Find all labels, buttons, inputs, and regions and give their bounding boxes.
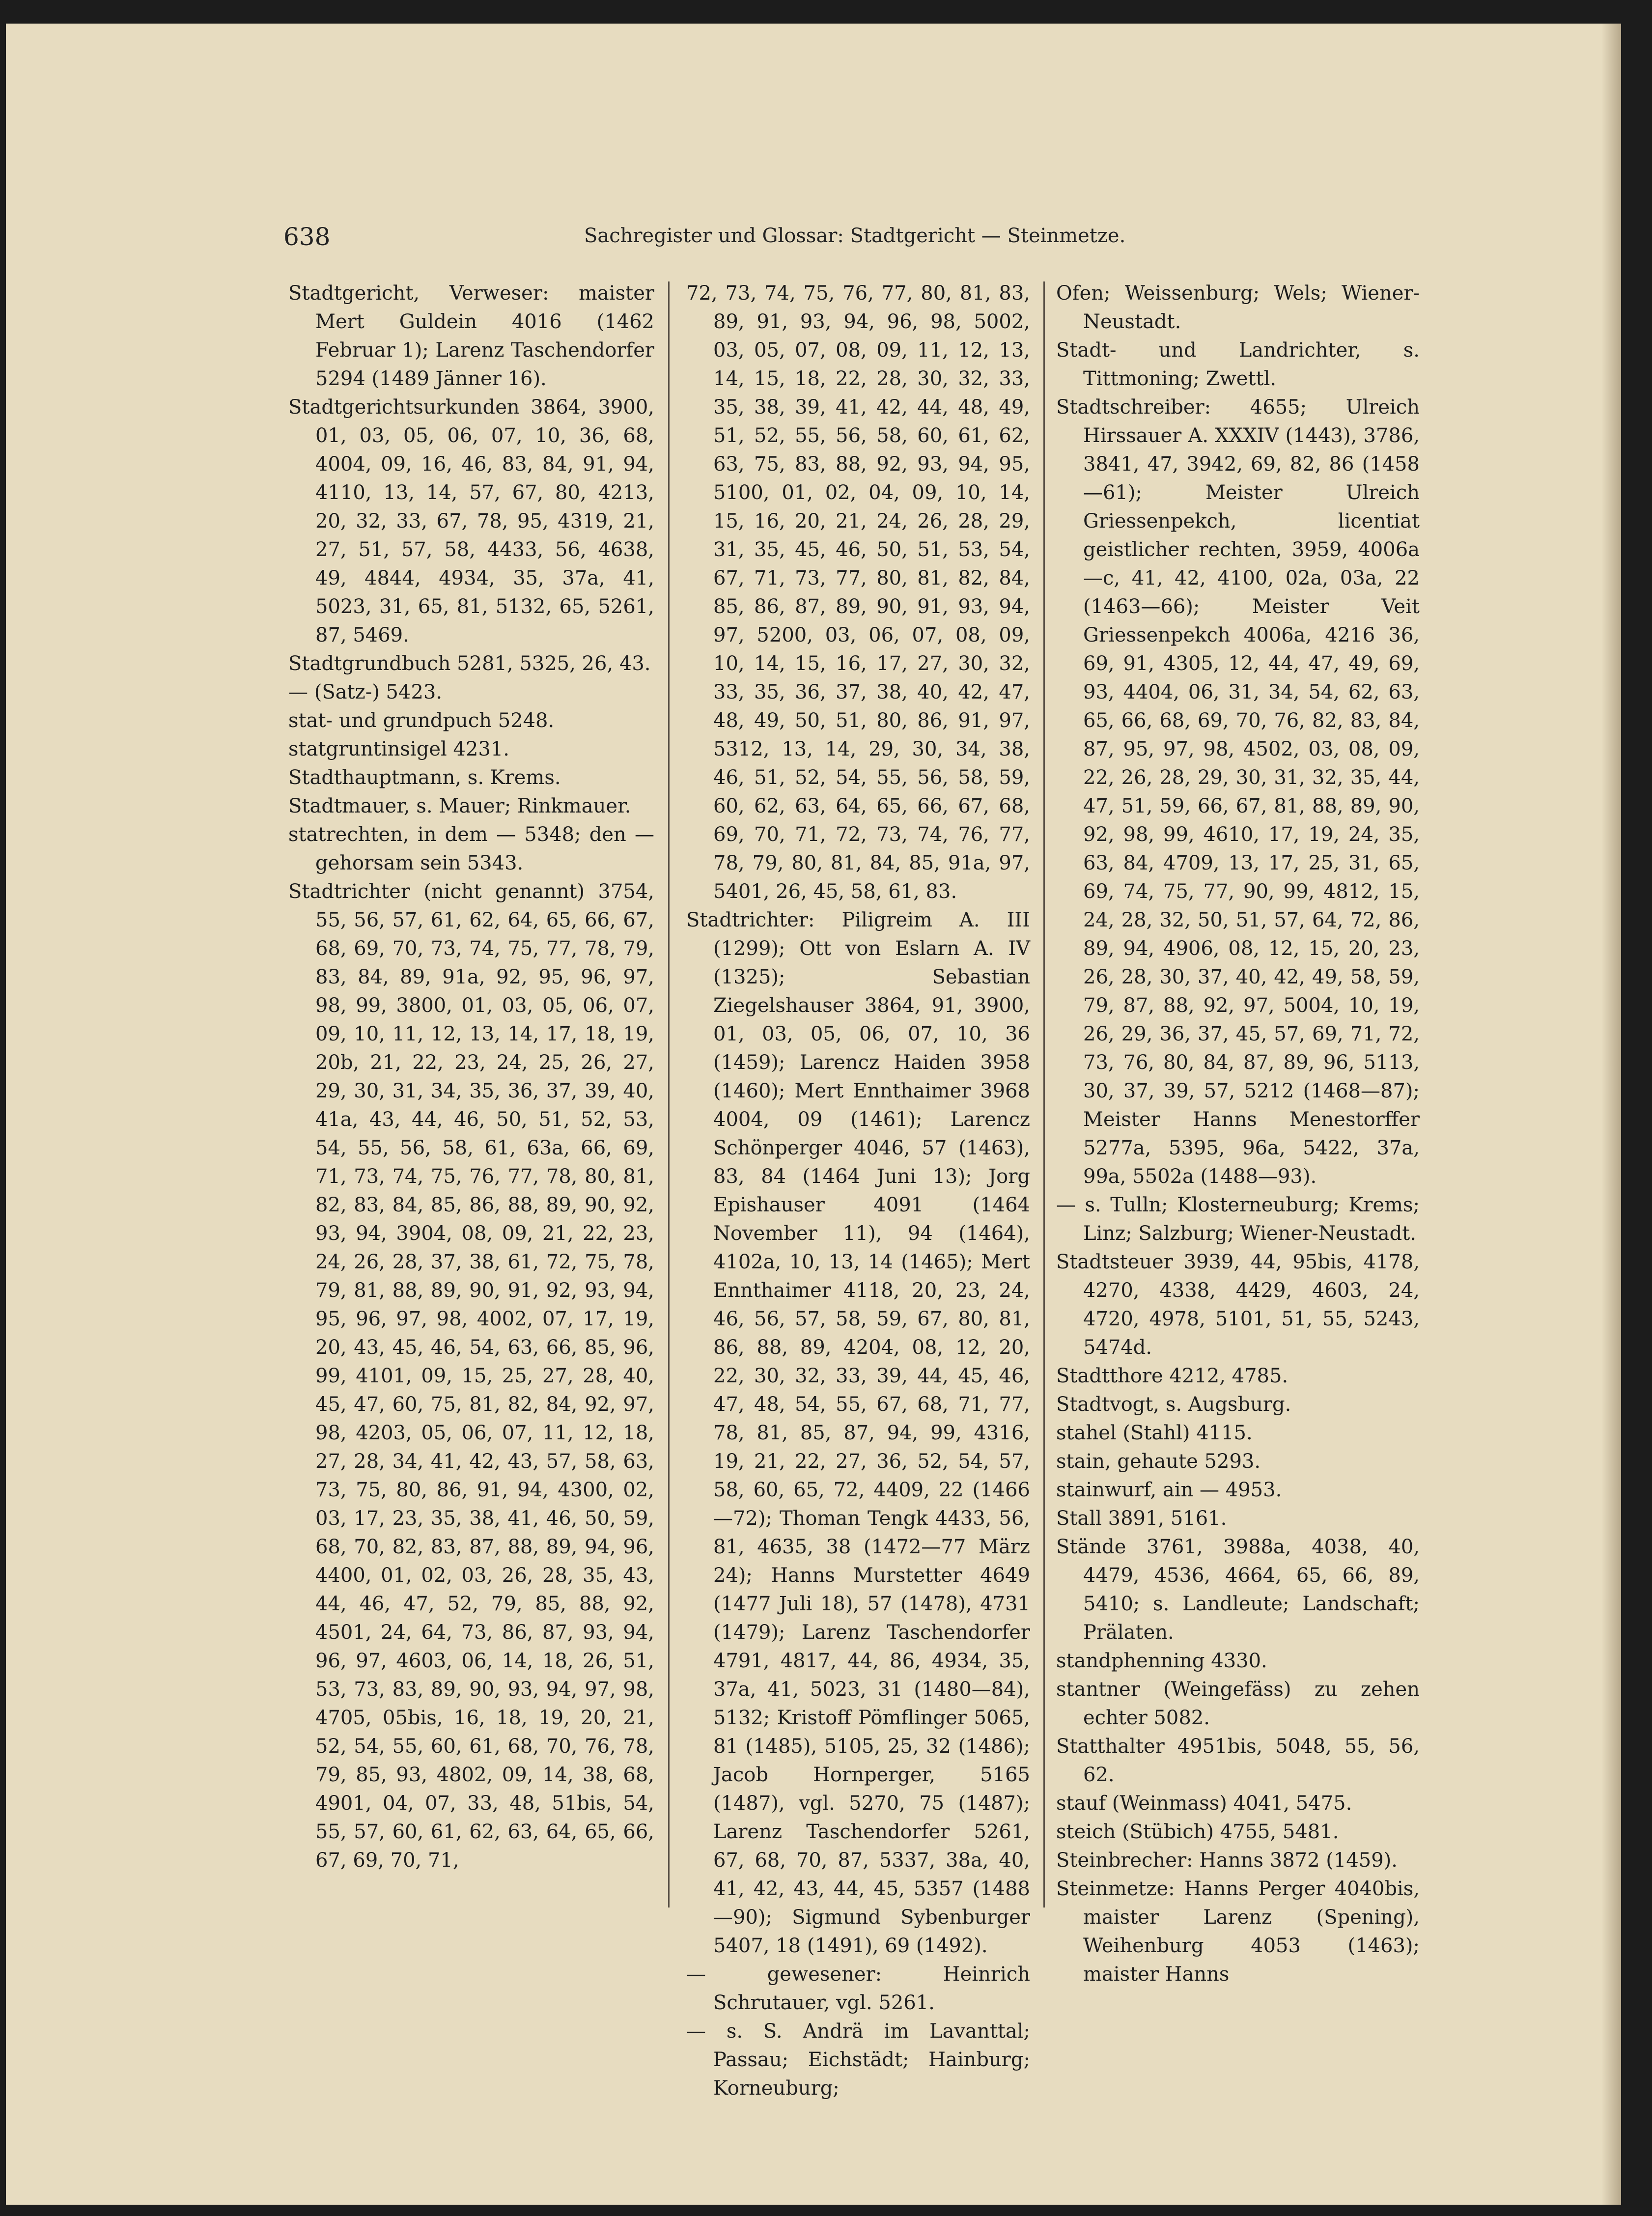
index-entry: — (Satz-) 5423.: [288, 681, 443, 703]
index-entry: — gewesener: Heinrich Schrutauer, vgl. 5261.: [686, 1963, 1030, 2014]
index-entry: Stall 3891, 5161.: [1056, 1507, 1227, 1530]
column-divider: [668, 281, 670, 1907]
index-entry: Statthalter 4951bis, 5048, 55, 56, 62.: [1056, 1735, 1420, 1786]
index-entry: Stadtgerichtsurkunden 3864, 3900, 01, 03, 05, 06, 07, 10, 36, 68, 4004, 09, 16, 46, 83, 84, 91, 94, 4110, 13, 14, 57, 67, 80, 4213, 20, 32, 33, 67, 78, 95, 4319, 21, 27, 51, 57, 58, 4433, 56, 4638, 49, 4844, 4934, 35, 37a, 41, 5023, 31, 65, 81, 5132, 65, 5261, 87, 5469.: [288, 396, 654, 646]
running-head: Sachregister und Glossar: Stadtgericht — Steinmetze.: [584, 224, 1126, 247]
index-entry: Ofen; Weissenburg; Wels; Wiener-Neustadt.: [1056, 282, 1420, 333]
index-entry: Stadtrichter: Piligreim A. III (1299); Ott von Eslarn A. IV (1325); Sebastian Ziegelshauser 3864, 91, 3900, 01, 03, 05, 06, 07, 10, 36 (1459); Larencz Haiden 3958 (1460); Mert Ennthaimer 3968 4004, 09 (1461); Larencz Schönperger 4046, 57 (1463), 83, 84 (1464 Juni 13); Jorg Epishauser 4091 (1464 November 11), 94 (1464), 4102a, 10, 13, 14 (1465); Mert Ennthaimer 4118, 20, 23, 24, 46, 56, 57, 58, 59, 67, 80, 81, 86, 88, 89, 4204, 08, 12, 20, 22, 30, 32, 33, 39, 44, 45, 46, 47, 48, 54, 55, 67, 68, 71, 77, 78, 81, 85, 87, 94, 99, 4316, 19, 21, 22, 27, 36, 52, 54, 57, 58, 60, 65, 72, 4409, 22 (1466 —72); Thoman Tengk 4433, 56, 81, 4635, 38 (1472—77 März 24); Hanns Murstetter 4649 (1477 Juli 18), 57 (1478), 4731 (1479); Larenz Taschendorfer 4791, 4817, 44, 86, 4934, 35, 37a, 41, 5023, 31 (1480—84), 5132; Kristoff Pömflinger 5065, 81 (1485), 5105, 25, 32 (1486); Jacob Hornperger, 5165 (1487), vgl. 5270, 75 (1487); Larenz Taschendorfer 5261, 67, 68, 70, 87, 5337, 38a, 40, 41, 42, 43, 44, 45, 5357 (1488—90); Sigmund Sybenburger 5407, 18 (1491), 69 (1492).: [686, 909, 1030, 1957]
index-entry: standphenning 4330.: [1056, 1650, 1267, 1672]
index-column-2: [686, 279, 1030, 2103]
index-entry: statgruntinsigel 4231.: [288, 738, 510, 760]
page-header: [283, 223, 1126, 252]
index-entry: steich (Stübich) 4755, 5481.: [1056, 1821, 1339, 1843]
index-entry: Steinmetze: Hanns Perger 4040bis, maister Larenz (Spening), Weihenburg 4053 (1463); maister Hanns: [1056, 1878, 1420, 1986]
book-page: [6, 24, 1621, 2205]
index-entry: stat- und grundpuch 5248.: [288, 709, 555, 732]
index-entry: — s. S. Andrä im Lavanttal; Passau; Eichstädt; Hainburg; Korneuburg;: [686, 2020, 1030, 2100]
index-entry: Stadtrichter (nicht genannt) 3754, 55, 56, 57, 61, 62, 64, 65, 66, 67, 68, 69, 70, 73, 74, 75, 77, 78, 79, 83, 84, 89, 91a, 92, 95, 96, 97, 98, 99, 3800, 01, 03, 05, 06, 07, 09, 10, 11, 12, 13, 14, 17, 18, 19, 20b, 21, 22, 23, 24, 25, 26, 27, 29, 30, 31, 34, 35, 36, 37, 39, 40, 41a, 43, 44, 46, 50, 51, 52, 53, 54, 55, 56, 58, 61, 63a, 66, 69, 71, 73, 74, 75, 76, 77, 78, 80, 81, 82, 83, 84, 85, 86, 88, 89, 90, 92, 93, 94, 3904, 08, 09, 21, 22, 23, 24, 26, 28, 37, 38, 61, 72, 75, 78, 79, 81, 88, 89, 90, 91, 92, 93, 94, 95, 96, 97, 98, 4002, 07, 17, 19, 20, 43, 45, 46, 54, 63, 66, 85, 96, 99, 4101, 09, 15, 25, 27, 28, 40, 45, 47, 60, 75, 81, 82, 84, 92, 97, 98, 4203, 05, 06, 07, 11, 12, 18, 27, 28, 34, 41, 42, 43, 57, 58, 63, 73, 75, 80, 86, 91, 94, 4300, 02, 03, 17, 23, 35, 38, 41, 46, 50, 59, 68, 70, 82, 83, 87, 88, 89, 94, 96, 4400, 01, 02, 03, 26, 28, 35, 43, 44, 46, 47, 52, 79, 85, 88, 92, 4501, 24, 64, 73, 86, 87, 93, 94, 96, 97, 4603, 06, 14, 18, 26, 51, 53, 73, 83, 89, 90, 93, 94, 97, 98, 4705, 05bis, 16, 18, 19, 20, 21, 52, 54, 55, 60, 61, 68, 70, 76, 78, 79, 85, 93, 4802, 09, 14, 38, 68, 4901, 04, 07, 33, 48, 51bis, 54, 55, 57, 60, 61, 62, 63, 64, 65, 66, 67, 69, 70, 71,: [288, 880, 654, 1872]
column-divider: [1043, 281, 1045, 1907]
index-entry: Stadt- und Landrichter, s. Tittmoning; Zwettl.: [1056, 339, 1420, 390]
index-entry: Stadtgericht, Verweser: maister Mert Guldein 4016 (1462 Februar 1); Larenz Taschendorfer 5294 (1489 Jänner 16).: [288, 282, 654, 390]
binding-shadow: [1601, 24, 1621, 2205]
index-entry: Stadtsteuer 3939, 44, 95bis, 4178, 4270, 4338, 4429, 4603, 24, 4720, 4978, 5101, 51, 55, 5243, 5474d.: [1056, 1251, 1420, 1359]
index-entry: Stadtmauer, s. Mauer; Rinkmauer.: [288, 795, 631, 817]
page-number: 638: [283, 223, 331, 251]
index-entry: Stadtthore 4212, 4785.: [1056, 1365, 1288, 1387]
index-column-1: [288, 279, 654, 1875]
index-entry: stahel (Stahl) 4115.: [1056, 1422, 1253, 1444]
index-entry: Stadtschreiber: 4655; Ulreich Hirssauer A. XXXIV (1443), 3786, 3841, 47, 3942, 69, 82, 86 (1458 —61); Meister Ulreich Griessenpekch, licentiat geistlicher rechten, 3959, 4006a—c, 41, 42, 4100, 02a, 03a, 22 (1463—66); Meister Veit Griessenpekch 4006a, 4216 36, 69, 91, 4305, 12, 44, 47, 49, 69, 93, 4404, 06, 31, 34, 54, 62, 63, 65, 66, 68, 69, 70, 76, 82, 83, 84, 87, 95, 97, 98, 4502, 03, 08, 09, 22, 26, 28, 29, 30, 31, 32, 35, 44, 47, 51, 59, 66, 67, 81, 88, 89, 90, 92, 98, 99, 4610, 17, 19, 24, 35, 63, 84, 4709, 13, 17, 25, 31, 65, 69, 74, 75, 77, 90, 99, 4812, 15, 24, 28, 32, 50, 51, 57, 64, 72, 86, 89, 94, 4906, 08, 12, 15, 20, 23, 26, 28, 30, 37, 40, 42, 49, 58, 59, 79, 87, 88, 92, 97, 5004, 10, 19, 26, 29, 36, 37, 45, 57, 69, 71, 72, 73, 76, 80, 84, 87, 89, 96, 5113, 30, 37, 39, 57, 5212 (1468—87); Meister Hanns Menestorffer 5277a, 5395, 96a, 5422, 37a, 99a, 5502a (1488—93).: [1056, 396, 1420, 1188]
index-entry: Stadtvogt, s. Augsburg.: [1056, 1393, 1291, 1416]
index-entry: — s. Tulln; Klosterneuburg; Krems; Linz; Salzburg; Wiener-Neustadt.: [1056, 1194, 1420, 1245]
index-entry: Stände 3761, 3988a, 4038, 40, 4479, 4536, 4664, 65, 66, 89, 5410; s. Landleute; Landschaft; Prälaten.: [1056, 1536, 1420, 1644]
index-entry: Stadtgrundbuch 5281, 5325, 26, 43.: [288, 652, 651, 675]
index-entry: 72, 73, 74, 75, 76, 77, 80, 81, 83, 89, 91, 93, 94, 96, 98, 5002, 03, 05, 07, 08, 09, 11, 12, 13, 14, 15, 18, 22, 28, 30, 32, 33, 35, 38, 39, 41, 42, 44, 48, 49, 51, 52, 55, 56, 58, 60, 61, 62, 63, 75, 83, 88, 92, 93, 94, 95, 5100, 01, 02, 04, 09, 10, 14, 15, 16, 20, 21, 24, 26, 28, 29, 31, 35, 45, 46, 50, 51, 53, 54, 67, 71, 73, 77, 80, 81, 82, 84, 85, 86, 87, 89, 90, 91, 93, 94, 97, 5200, 03, 06, 07, 08, 09, 10, 14, 15, 16, 17, 27, 30, 32, 33, 35, 36, 37, 38, 40, 42, 47, 48, 49, 50, 51, 80, 86, 91, 97, 5312, 13, 14, 29, 30, 34, 38, 46, 51, 52, 54, 55, 56, 58, 59, 60, 62, 63, 64, 65, 66, 67, 68, 69, 70, 71, 72, 73, 74, 76, 77, 78, 79, 80, 81, 84, 85, 91a, 97, 5401, 26, 45, 58, 61, 83.: [686, 282, 1030, 903]
index-entry: stain, gehaute 5293.: [1056, 1450, 1261, 1473]
index-entry: statrechten, in dem — 5348; den — gehorsam sein 5343.: [288, 823, 654, 874]
index-entry: stauf (Weinmass) 4041, 5475.: [1056, 1792, 1352, 1815]
index-entry: Steinbrecher: Hanns 3872 (1459).: [1056, 1849, 1398, 1872]
index-entry: Stadthauptmann, s. Krems.: [288, 766, 561, 789]
index-entry: stainwurf, ain — 4953.: [1056, 1479, 1282, 1501]
index-entry: stantner (Weingefäss) zu zehen echter 5082.: [1056, 1678, 1420, 1729]
index-column-3: [1056, 279, 1420, 1989]
